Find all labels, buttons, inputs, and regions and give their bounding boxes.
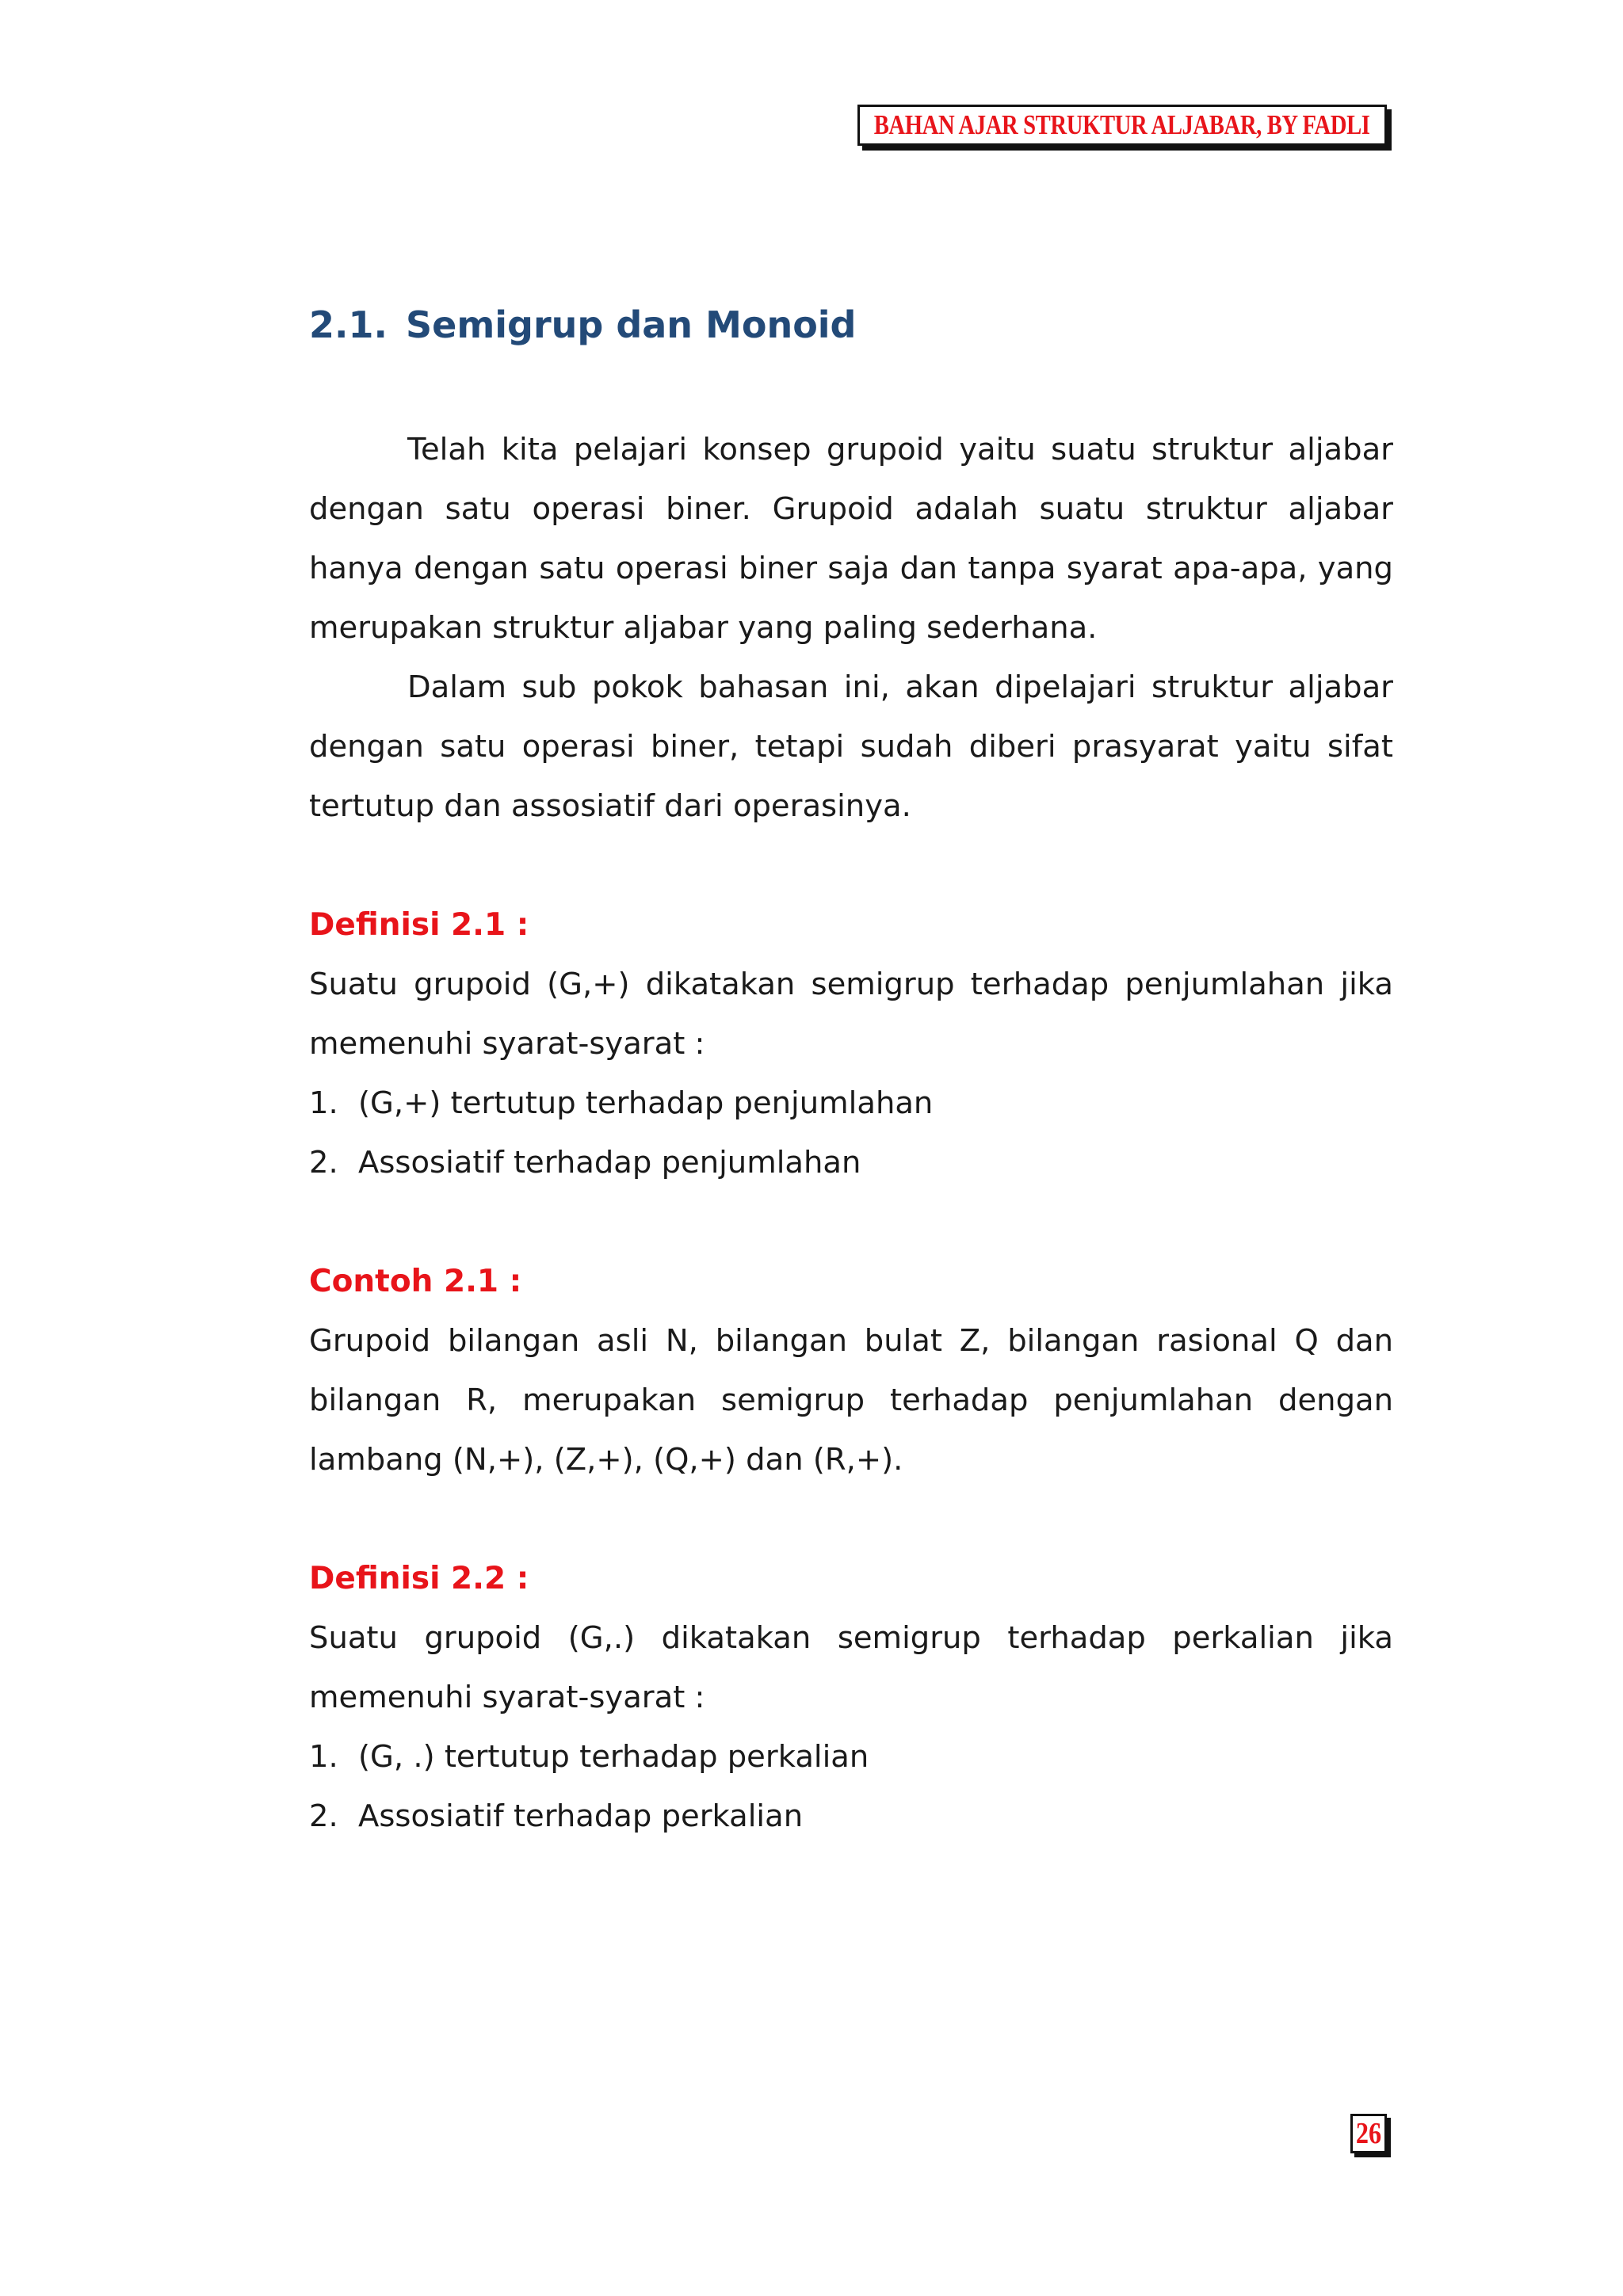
list-item	[309, 1133, 1393, 1192]
definition-2-2-list	[309, 1727, 1393, 1846]
definition-2-1-text: Suatu grupoid (G,+) dikatakan semigrup terhadap penjumlahan jika memenuhi syarat-syarat :	[309, 967, 1393, 1062]
section-heading	[309, 301, 1393, 349]
definition-2-1-label: Definisi 2.1 :	[309, 907, 529, 943]
header-title-box	[857, 105, 1387, 146]
header-title: BAHAN AJAR STRUKTUR ALJABAR, BY FADLI	[874, 109, 1370, 140]
list-marker: 1.	[309, 1739, 338, 1775]
page-number: 26	[1355, 2117, 1382, 2150]
example-2-1-label: Contoh 2.1 :	[309, 1264, 522, 1299]
definition-2-2-text: Suatu grupoid (G,.) dikatakan semigrup terhadap perkalian jika memenuhi syarat-syarat :	[309, 1620, 1393, 1715]
list-item-text: Assosiatif terhadap perkalian	[358, 1798, 804, 1834]
list-marker: 2.	[309, 1798, 338, 1834]
definition-2-2-label: Definisi 2.2 :	[309, 1561, 529, 1596]
section-number: 2.1.	[309, 303, 388, 346]
list-item	[309, 1787, 1393, 1846]
definition-2-1-list	[309, 1074, 1393, 1192]
list-item-text: Assosiatif terhadap penjumlahan	[358, 1145, 861, 1180]
intro-paragraph-2: Dalam sub pokok bahasan ini, akan dipelajari struktur aljabar dengan satu operasi biner, tetapi sudah diberi prasyarat yaitu sifat tertutup dan assosiatif dari operasinya.	[309, 669, 1393, 824]
list-item-text: (G,+) tertutup terhadap penjumlahan	[358, 1085, 934, 1121]
list-item-text: (G, .) tertutup terhadap perkalian	[358, 1739, 869, 1775]
list-marker: 2.	[309, 1145, 338, 1180]
section-title: Semigrup dan Monoid	[406, 303, 857, 346]
intro-paragraph-1: Telah kita pelajari konsep grupoid yaitu suatu struktur aljabar dengan satu operasi biner. Grupoid adalah suatu struktur aljabar hanya dengan satu operasi biner saja dan tanpa syarat apa-apa, yang merupakan struktur aljabar yang paling sederhana.	[309, 432, 1393, 646]
spacer	[309, 1489, 1393, 1549]
example-2-1-text: Grupoid bilangan asli N, bilangan bulat Z, bilangan rasional Q dan bilangan R, merupakan semigrup terhadap penjumlahan dengan lambang (N,+), (Z,+), (Q,+) dan (R,+).	[309, 1323, 1393, 1478]
list-item	[309, 1074, 1393, 1133]
spacer	[309, 1192, 1393, 1252]
page-number-box	[1350, 2114, 1387, 2153]
list-item	[309, 1727, 1393, 1787]
list-marker: 1.	[309, 1085, 338, 1121]
spacer	[309, 836, 1393, 895]
page-content	[309, 301, 1393, 1846]
